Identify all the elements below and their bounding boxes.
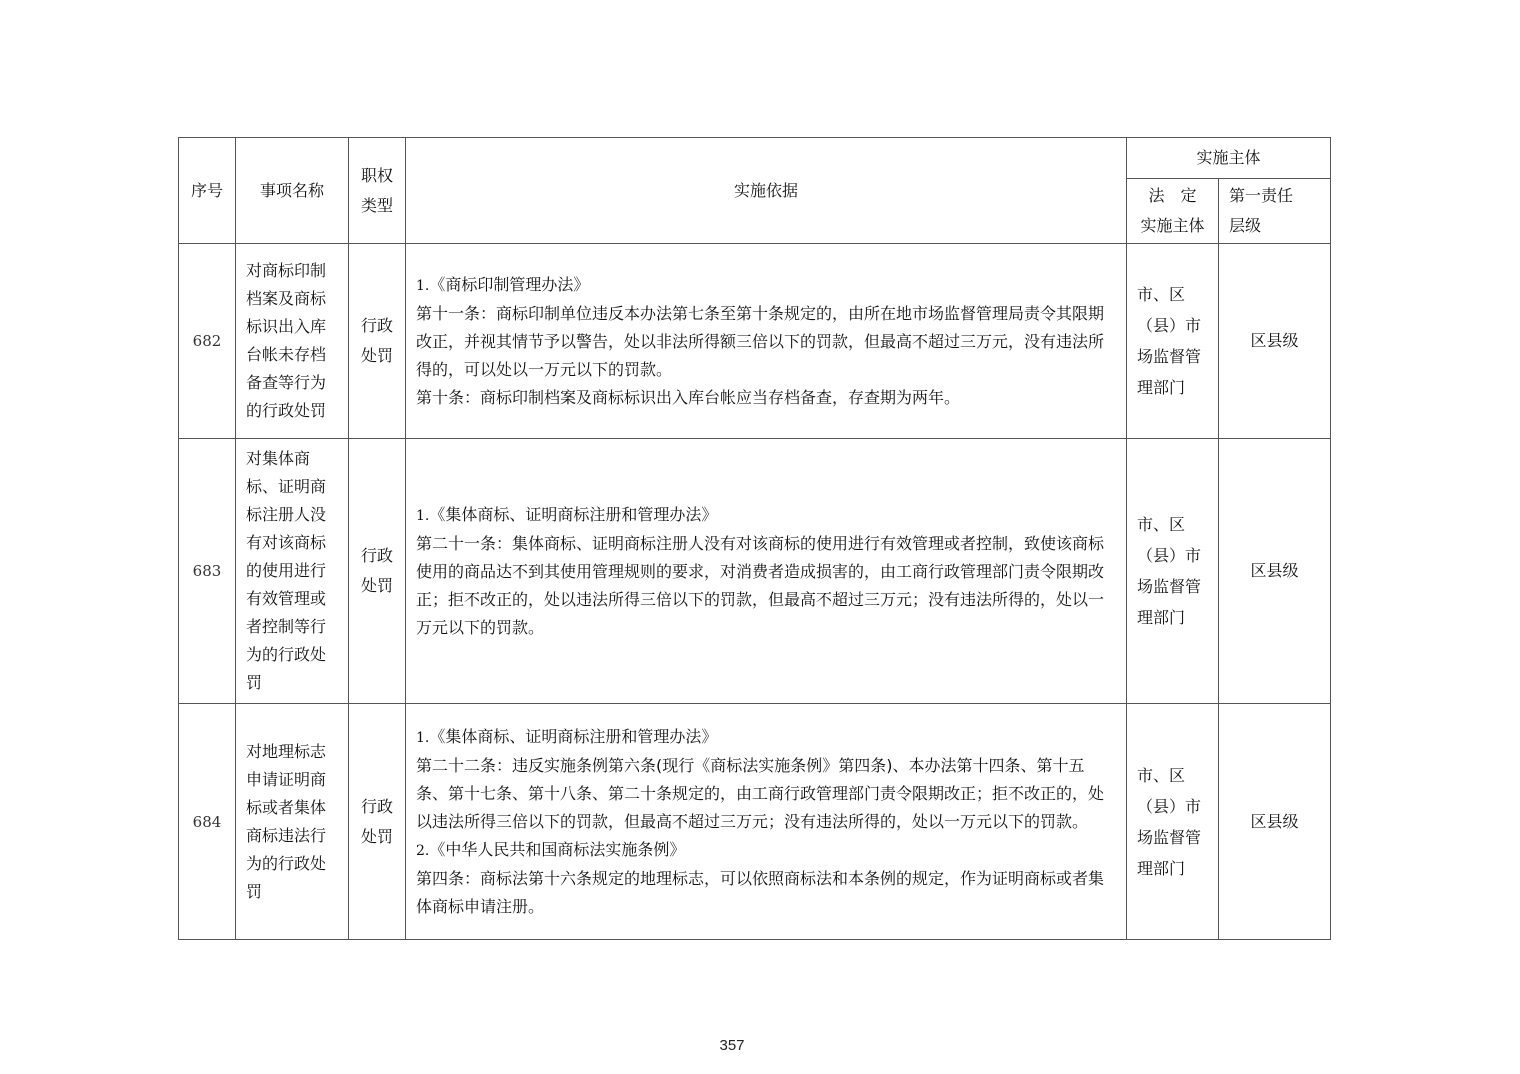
row-item-name: 对地理标志申请证明商标或者集体商标违法行为的行政处罚 [236,704,349,940]
law-title: 1.《集体商标、证明商标注册和管理办法》 [416,504,718,524]
law-clause: 第十一条：商标印制单位违反本办法第七条至第十条规定的，由所在地市场监督管理局责令其限期改正，并视其情节予以警告，处以非法所得额三倍以下的罚款，但最高不超过三万元，没有违法所得的，可以处以一万元以下的罚款。 [416,303,1105,379]
row-basis [406,704,1127,940]
law-title: 1.《集体商标、证明商标注册和管理办法》 [416,726,718,746]
row-legal-subject: 市、区（县）市场监督管理部门 [1127,439,1219,704]
header-first-level: 第一责任 层级 [1219,179,1331,244]
row-first-level: 区县级 [1219,439,1331,704]
header-basis: 实施依据 [406,138,1127,244]
row-first-level: 区县级 [1219,704,1331,940]
header-subject-group: 实施主体 [1127,138,1331,179]
row-basis [406,439,1127,704]
enforcement-table [178,137,1331,940]
row-legal-subject: 市、区（县）市场监督管理部门 [1127,244,1219,439]
law-clause: 第二十二条：违反实施条例第六条(现行《商标法实施条例》第四条)、本办法第十四条、第十五条、第十七条、第十八条、第二十条规定的，由工商行政管理部门责令限期改正；拒不改正的，处以违法所得三倍以下的罚款，但最高不超过三万元；没有违法所得的，处以一万元以下的罚款。 [416,755,1105,831]
header-type: 职权 类型 [349,138,406,244]
page-number: 357 [719,1037,745,1054]
row-first-level: 区县级 [1219,244,1331,439]
row-seq: 682 [179,244,236,439]
row-seq: 683 [179,439,236,704]
row-basis [406,244,1127,439]
row-item-name: 对商标印制档案及商标标识出入库台帐未存档备查等行为的行政处罚 [236,244,349,439]
row-type: 行政 处罚 [349,704,406,940]
row-type: 行政 处罚 [349,244,406,439]
row-type: 行政 处罚 [349,439,406,704]
law-clause: 第二十一条：集体商标、证明商标注册人没有对该商标的使用进行有效管理或者控制，致使该商标使用的商品达不到其使用管理规则的要求，对消费者造成损害的，由工商行政管理部门责令限期改正；拒不改正的，处以违法所得三倍以下的罚款，但最高不超过三万元；没有违法所得的，处以一万元以下的罚款。 [416,533,1105,637]
table-row [179,244,1331,439]
law-clause: 第四条：商标法第十六条规定的地理标志，可以依照商标法和本条例的规定，作为证明商标或者集体商标申请注册。 [416,868,1105,916]
header-name: 事项名称 [236,138,349,244]
table-row [179,439,1331,704]
table-row [179,704,1331,940]
header-legal-subject: 法 定 实施主体 [1127,179,1219,244]
law-title: 1.《商标印制管理办法》 [416,274,590,294]
law-clause: 第十条：商标印制档案及商标标识出入库台帐应当存档备查，存查期为两年。 [416,387,961,407]
law-title: 2.《中华人民共和国商标法实施条例》 [416,839,686,859]
row-legal-subject: 市、区（县）市场监督管理部门 [1127,704,1219,940]
header-seq: 序号 [179,138,236,244]
row-seq: 684 [179,704,236,940]
row-item-name: 对集体商标、证明商标注册人没有对该商标的使用进行有效管理或者控制等行为的行政处罚 [236,439,349,704]
